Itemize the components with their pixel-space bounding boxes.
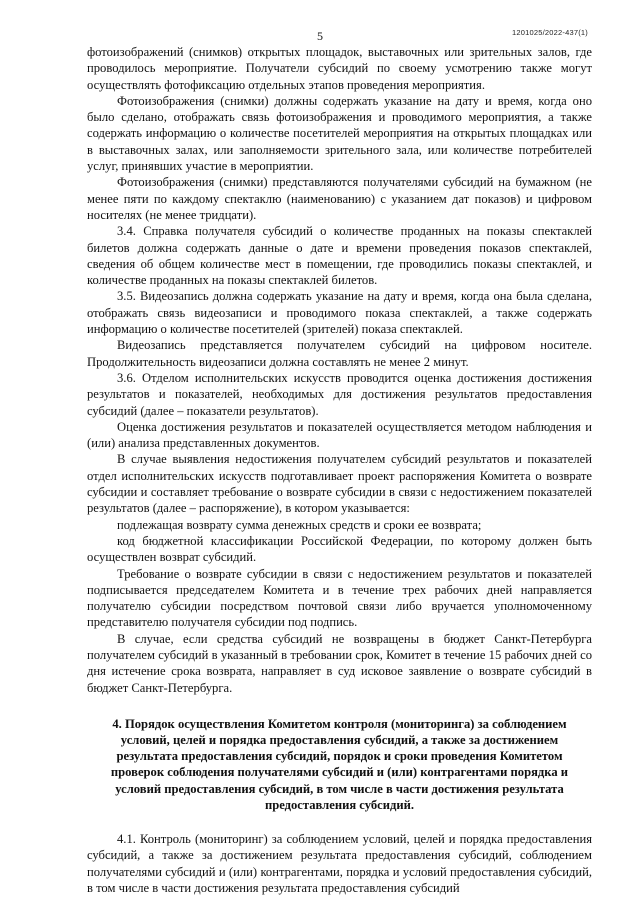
document-id: 1201025/2022-437(1)	[512, 28, 588, 37]
section-heading: 4. Порядок осуществления Комитетом контроля (мониторинга) за соблюдением условий, целей и порядка предоставления субсидий, а также за достижением результата предоставления субсидий, порядок и сроки проведения Комитетом проверок соблюдения получателями субсидий и (или) контрагентами порядка и условий предоставления субсидий, в том числе в части достижения результата предоставления субсидий.	[110, 716, 569, 812]
paragraph: 4.1. Контроль (мониторинг) за соблюдением условий, целей и порядка предоставления субсидий, а также за достижением результата предоставления субсидий, соблюдением получателями субсидий и (или) контрагентами, порядка и условий предоставления субсидий, в том числе в части достижения результата предоставления субсидий	[87, 832, 592, 895]
paragraph: 3.4. Справка получателя субсидий о количестве проданных на показы спектаклей билетов должна содержать данные о дате и времени проведения показов спектаклей, сведения об общем количестве мест в помещении, где проводились показы спектаклей, и количестве проданных на показы спектаклей билетов.	[87, 224, 592, 288]
paragraph: В случае, если средства субсидий не возвращены в бюджет Санкт-Петербурга получателем субсидий в указанный в требовании срок, Комитет в течение 15 рабочих дней со дня истечение срока возврата, направляет в суд исковое заявление о возврате субсидий в бюджет Санкт-Петербурга.	[87, 631, 592, 695]
paragraph: Фотоизображения (снимки) должны содержать указание на дату и время, когда оно было сделано, отображать связь фотоизображения и проводимого мероприятия, а также содержать информацию о количестве посетителей мероприятия на открытых площадках или в выставочных залах, или заполняемости зрительного зала, или количестве потребителей услуг, принявших участие в мероприятии.	[87, 93, 592, 174]
paragraph: 3.5. Видеозапись должна содержать указание на дату и время, когда она была сделана, отображать связь видеозаписи и проводимого показа спектаклей, а также содержать информацию о количестве посетителей (зрителей) показа спектаклей.	[87, 289, 592, 337]
paragraph: Требование о возврате субсидии в связи с недостижением результатов и показателей подписывается председателем Комитета и в течение трех рабочих дней направляется получателю субсидии посредством почтовой связи либо вручается уполномоченному представителю получателя субсидии под подпись.	[87, 566, 592, 630]
paragraph: подлежащая возврату сумма денежных средств и сроки ее возврата;	[117, 517, 482, 532]
paragraph: 3.6. Отделом исполнительских искусств проводится оценка достижения достижения результатов и показателей, необходимых для достижения результатов предоставления субсидий (далее – показатели результатов).	[87, 370, 592, 418]
document-body	[87, 44, 592, 896]
paragraph: фотоизображений (снимков) открытых площадок, выставочных или зрительных залов, где проводилось мероприятие. Получатели субсидий по своему усмотрению также могут осуществлять фотофиксацию отдельных этапов проведения мероприятия.	[87, 45, 592, 92]
paragraph: Видеозапись представляется получателем субсидий на цифровом носителе. Продолжительность видеозаписи должна составлять не менее 2 минут.	[87, 338, 592, 369]
paragraph: В случае выявления недостижения получателем субсидий результатов и показателей отдел исполнительских искусств подготавливает проект распоряжения Комитета о возврате субсидии и составляет требование о возврате субсидии в связи с недостижением показателей результатов (далее – распоряжение), в котором указывается:	[87, 452, 592, 516]
paragraph: код бюджетной классификации Российской Федерации, по которому должен быть осуществлен возврат субсидий.	[87, 533, 592, 565]
paragraph: Оценка достижения результатов и показателей осуществляется методом наблюдения и (или) анализа представленных документов.	[87, 419, 592, 451]
paragraph: Фотоизображения (снимки) представляются получателями субсидий на бумажном (не менее пяти по каждому спектаклю (наименованию) с указанием дат показов) и цифровом носителях (не менее тридцати).	[87, 175, 592, 222]
page-number: 5	[317, 29, 323, 43]
